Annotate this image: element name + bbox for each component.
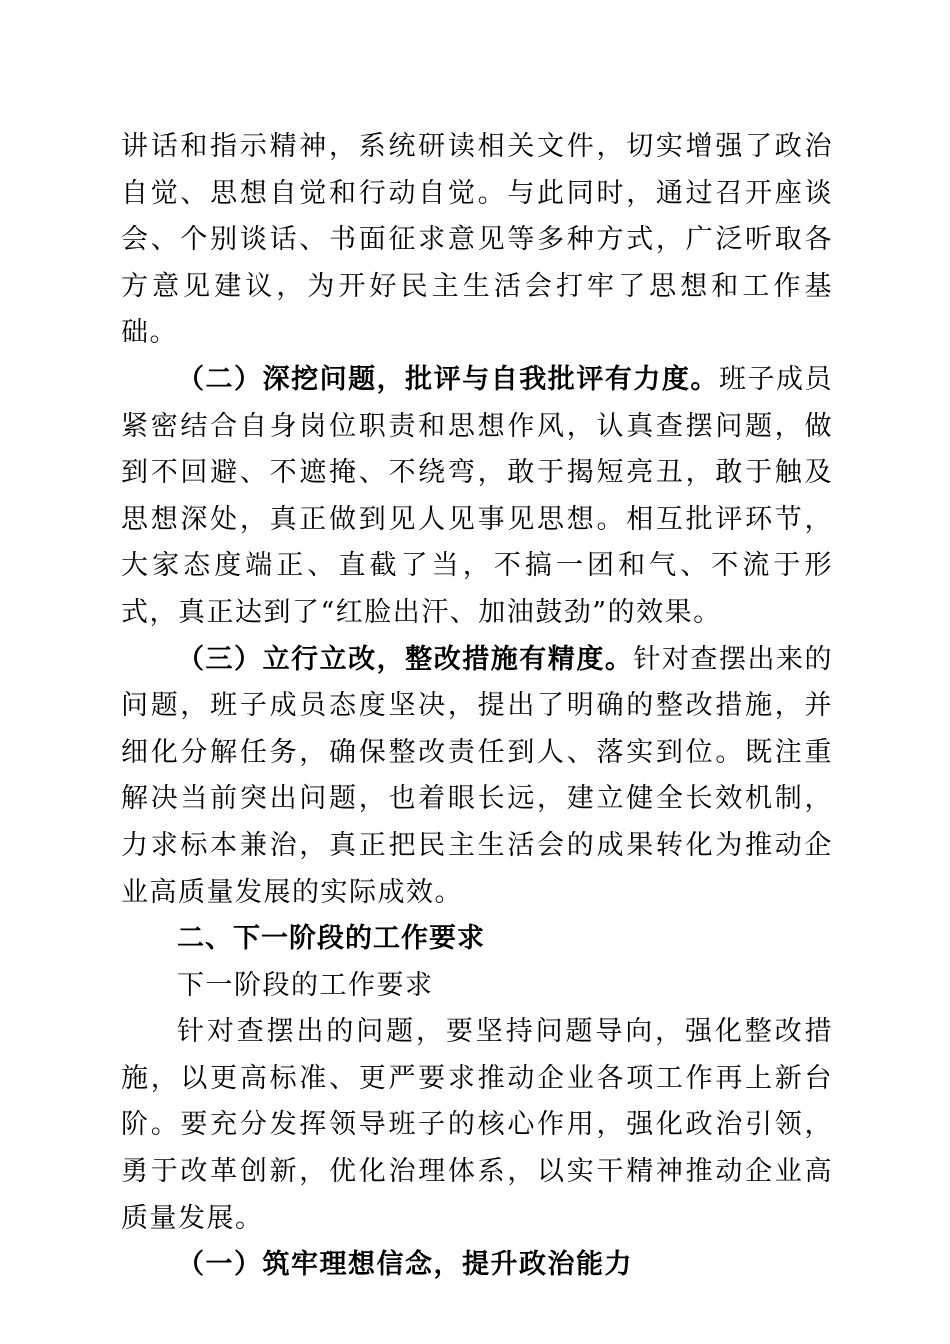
paragraph-item-2 [121, 357, 833, 637]
paragraph-text: 针对查摆出来的问题，班子成员态度坚决，提出了明确的整改措施，并细化分解任务，确保整改责任到人、落实到位。既注重解决当前突出问题，也着眼长远，建立健全长效机制，力求标本兼治，真正把民主生活会的成果转化为推动企业高质量发展的实际成效。 [121, 643, 834, 908]
paragraph-text: 讲话和指示精神，系统研读相关文件，切实增强了政治自觉、思想自觉和行动自觉。与此同时，通过召开座谈会、个别谈话、书面征求意见等多种方式，广泛听取各方意见建议，为开好民主生活会打牢了思想和工作基础。 [121, 131, 833, 349]
paragraph-lead-heading: （二）深挖问题，批评与自我批评有力度。 [177, 363, 719, 395]
paragraph-intro-continuation [121, 124, 833, 357]
section-heading: 二、下一阶段的工作要求 [177, 923, 485, 955]
section-subtitle: 下一阶段的工作要求 [177, 969, 434, 1001]
document-body [121, 124, 833, 1289]
paragraph-item-3 [121, 637, 833, 917]
subheading-item-1: （一）筑牢理想信念，提升政治能力 [177, 1249, 633, 1281]
section-paragraph: 针对查摆出的问题，要坚持问题导向，强化整改措施，以更高标准、更严要求推动企业各项工作再上新台阶。要充分发挥领导班子的核心作用，强化政治引领，勇于改革创新，优化治理体系，以实干精神推动企业高质量发展。 [121, 1016, 833, 1234]
paragraph-text: 班子成员紧密结合自身岗位职责和思想作风，认真查摆问题，做到不回避、不遮掩、不绕弯，敢于揭短亮丑，敢于触及思想深处，真正做到见人见事见思想。相互批评环节，大家态度端正、直截了当，不搞一团和气、不流于形式，真正达到了“红脸出汗、加油鼓劲”的效果。 [121, 363, 834, 628]
paragraph-lead-heading: （三）立行立改，整改措施有精度。 [177, 643, 634, 675]
